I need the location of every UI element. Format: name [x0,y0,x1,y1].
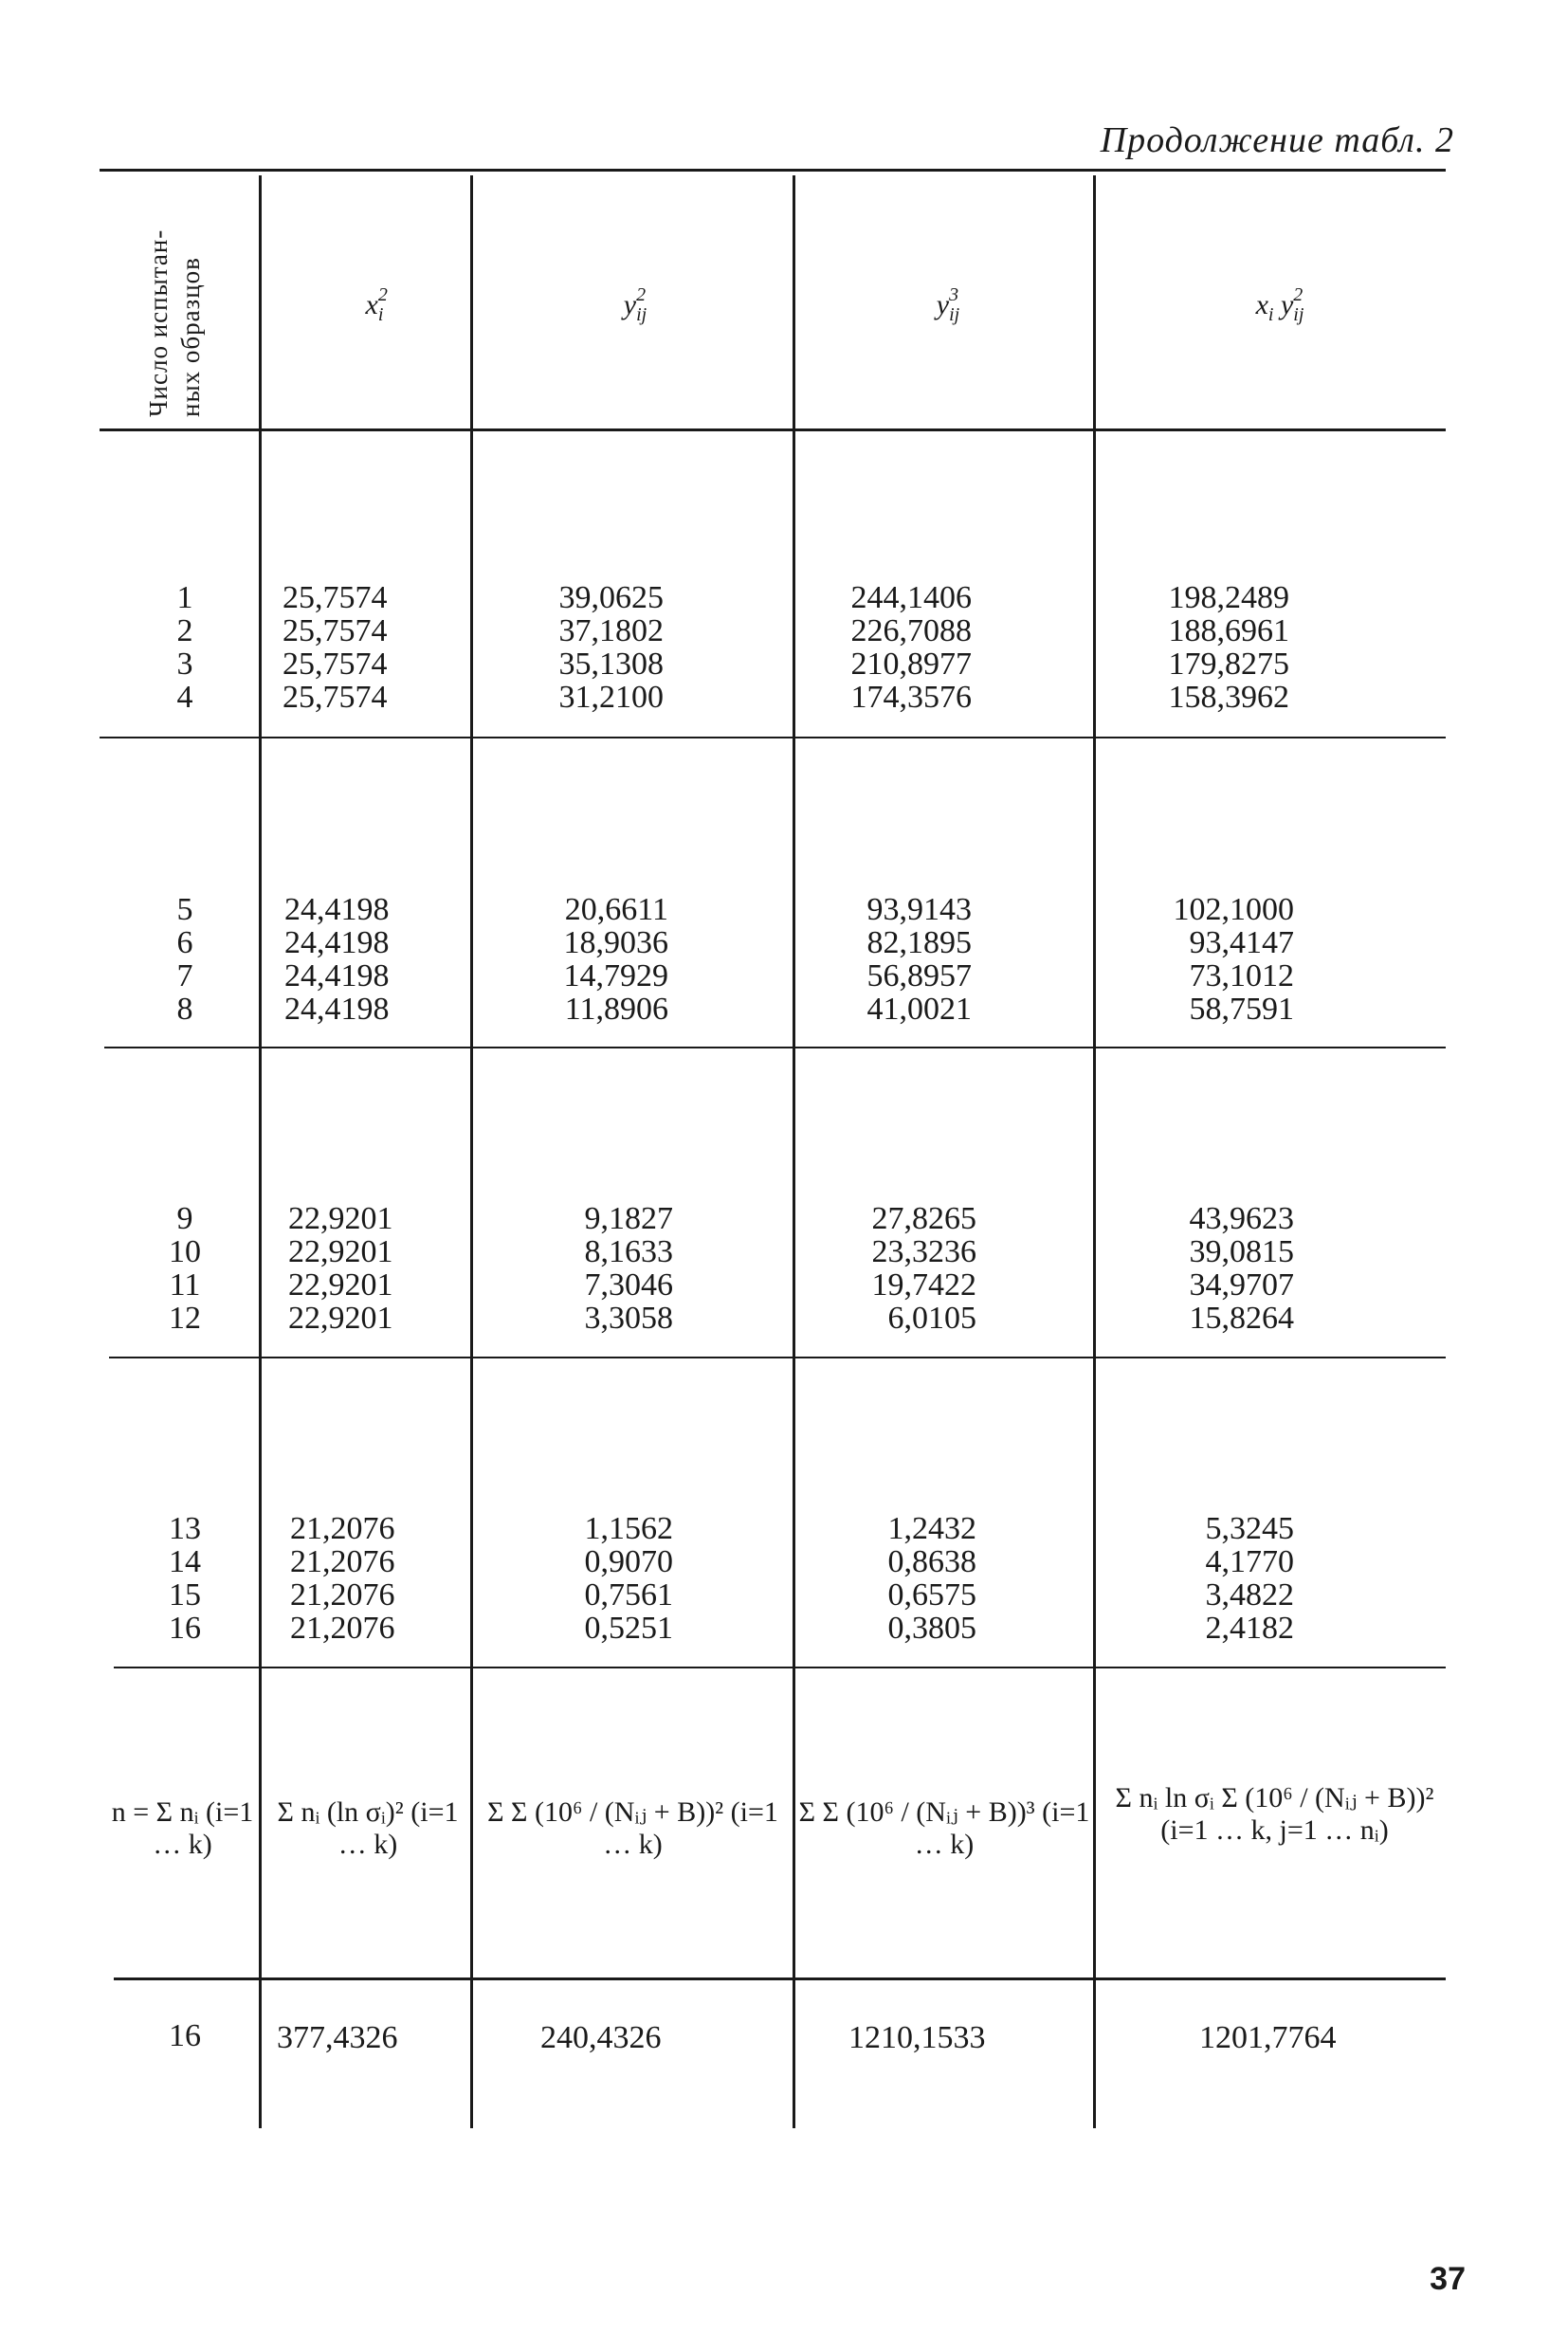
page-number: 37 [1430,2261,1466,2297]
group-4-y2: 1,1562 0,9070 0,7561 0,5251 [584,1511,673,1646]
group-1-x2: 25,7574 25,7574 25,7574 25,7574 [283,580,388,715]
formula-y3-double-sum: Σ Σ (10⁶ / (Nᵢⱼ + B))³ (i=1 … k) [798,1796,1090,1860]
group-4-xy2: 5,3245 4,1770 3,4822 2,4182 [1205,1511,1294,1646]
total-y2: 240,4326 [540,2020,662,2055]
group-1-xy2: 198,2489 188,6961 179,8275 158,3962 [1168,580,1289,715]
table-top-rule [100,169,1446,172]
table-caption: Продолжение табл. 2 [1100,120,1454,160]
group-2-sample-numbers: 5 6 7 8 [176,892,193,1027]
group-3-sample-numbers: 9 10 11 12 [169,1201,201,1336]
header-bottom-rule [100,428,1446,431]
col-divider-3 [793,175,795,2128]
header-y2ij: $y^2_{ij}$ [623,284,647,325]
group-4-y3: 1,2432 0,8638 0,6575 0,3805 [887,1511,976,1646]
header-x2: $x^2_i$ [365,284,388,325]
group-3-y3: 27,8265 23,3236 19,7422 6,0105 [871,1201,976,1336]
formula-y2-double-sum: Σ Σ (10⁶ / (Nᵢⱼ + B))² (i=1 … k) [487,1796,778,1860]
col-divider-4 [1093,175,1096,2128]
header-y3ij: $y^3_{ij}$ [936,284,960,325]
group-3-xy2: 43,9623 39,0815 34,9707 15,8264 [1189,1201,1294,1336]
formula-ln-sigma-sum: Σ nᵢ (ln σᵢ)² (i=1 … k) [277,1796,459,1860]
group-1-y3: 244,1406 226,7088 210,8977 174,3576 [850,580,972,715]
formula-bottom-rule [114,1977,1446,1980]
group-2-y3: 93,9143 82,1895 56,8957 41,0021 [866,892,972,1027]
group-4-x2: 21,2076 21,2076 21,2076 21,2076 [290,1511,395,1646]
header-xiy2ij: $x_i$ $y^2_{ij}$ [1255,284,1304,325]
group-2-x2: 24,4198 24,4198 24,4198 24,4198 [284,892,390,1027]
group-4-sample-numbers: 13 14 15 16 [169,1511,201,1646]
group-2-y2: 20,6611 18,9036 14,7929 11,8906 [563,892,668,1027]
header-sample-count [142,190,218,417]
group-2-xy2: 102,1000 93,4147 73,1012 58,7591 [1173,892,1294,1027]
group-1-sample-numbers: 1 2 3 4 [176,580,193,715]
formula-n-sum: n = Σ nᵢ (i=1 … k) [111,1796,254,1860]
group-1-y2: 39,0625 37,1802 35,1308 31,2100 [558,580,664,715]
formula-xy2-sum: Σ nᵢ ln σᵢ Σ (10⁶ / (Nᵢⱼ + B))² (i=1 … k, j=1 … nᵢ) [1115,1782,1434,1846]
group-3-y2: 9,1827 8,1633 7,3046 3,3058 [584,1201,673,1336]
total-xy2: 1201,7764 [1199,2020,1337,2055]
total-y3: 1210,1533 [848,2020,986,2055]
total-sample-count: 16 [169,2018,201,2053]
header-sample-count-label: Число испытан- ных образцов [144,228,205,417]
total-x2: 377,4326 [277,2020,398,2055]
group-3-x2: 22,9201 22,9201 22,9201 22,9201 [288,1201,393,1336]
